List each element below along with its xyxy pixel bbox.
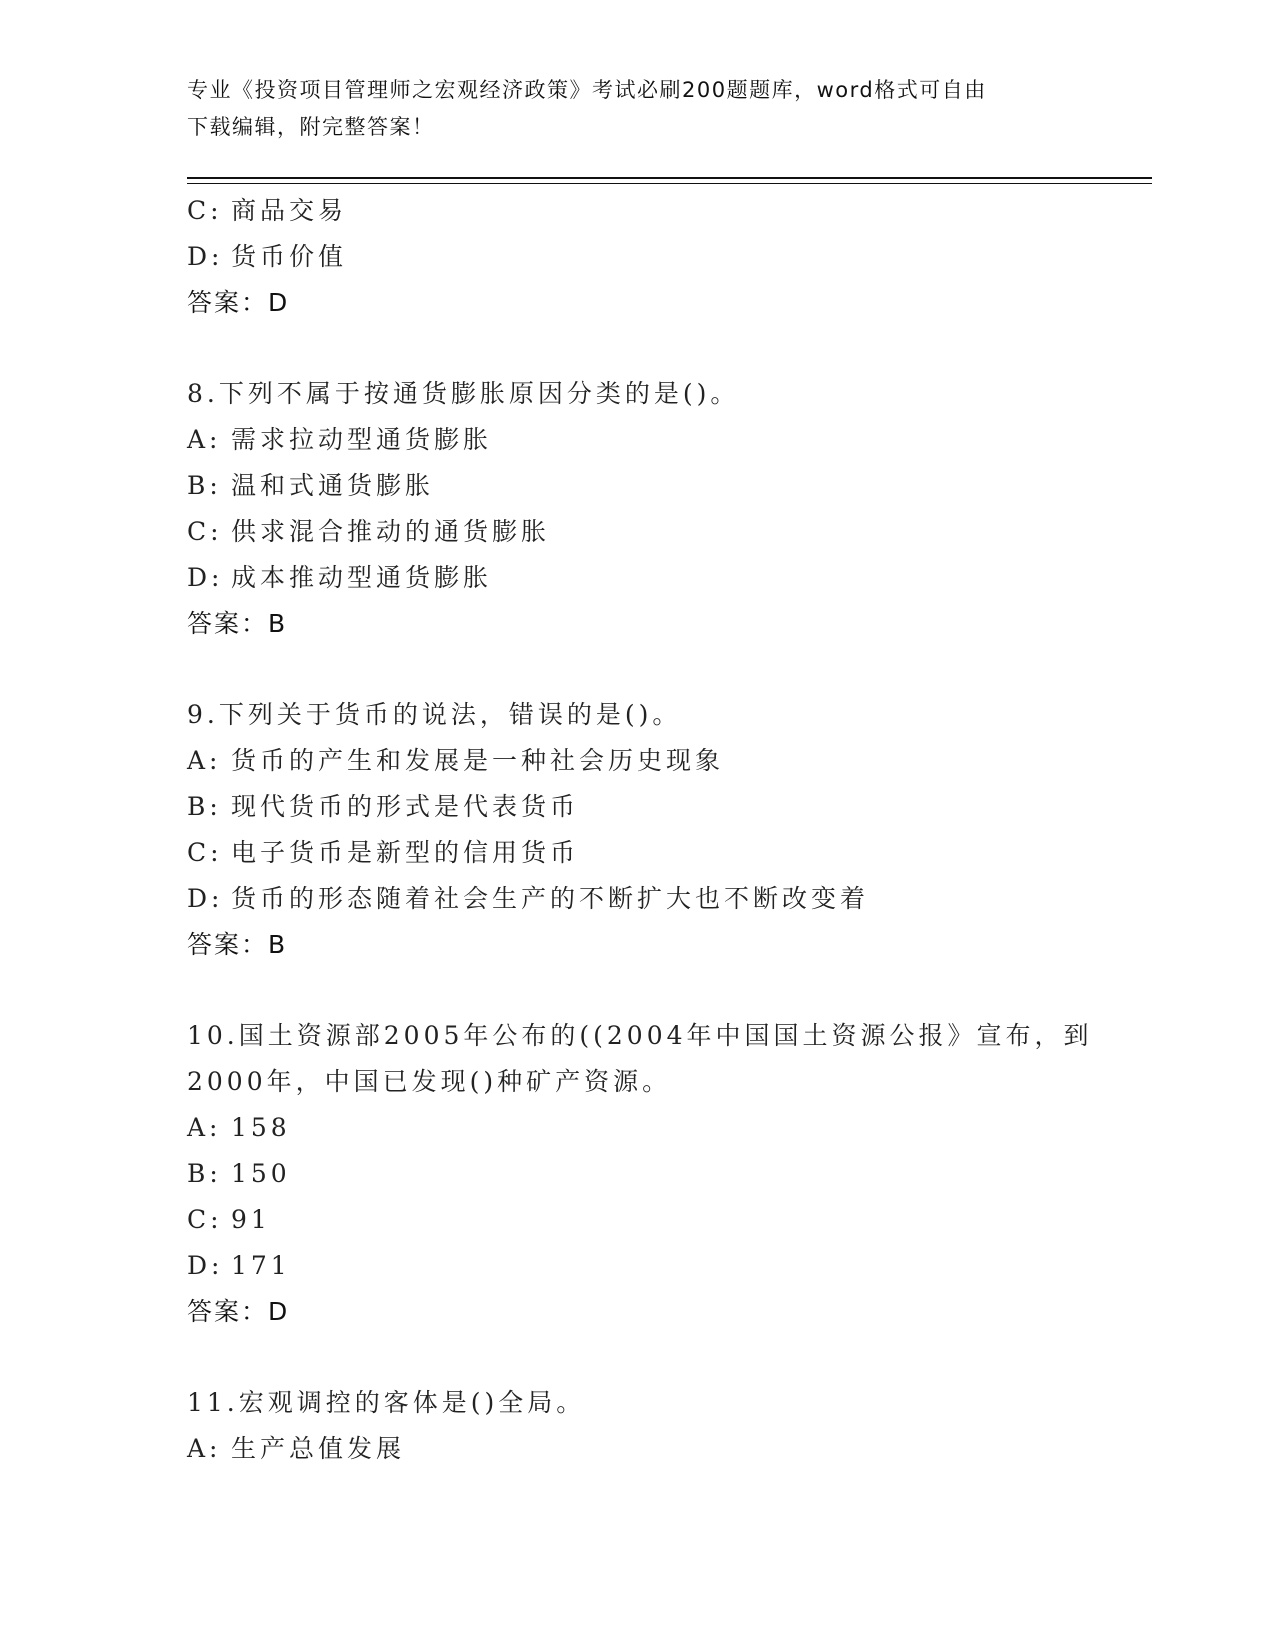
question-stem-line-1: 10.国土资源部2005年公布的((2004年中国国土资源公报》宣布，到	[187, 1021, 1093, 1050]
spacer	[187, 647, 1107, 692]
option-c	[187, 1197, 1107, 1243]
question-list	[187, 188, 1107, 1472]
option-key: C:	[187, 196, 223, 225]
option-b	[187, 1151, 1107, 1197]
option-key: A:	[187, 1434, 222, 1463]
option-text: 91	[231, 1205, 271, 1234]
question-stem: 11.宏观调控的客体是()全局。	[187, 1388, 586, 1417]
option-d	[187, 876, 1107, 922]
option-text: 商品交易	[231, 196, 348, 225]
option-key: B:	[187, 1159, 222, 1188]
option-d	[187, 234, 1107, 280]
question-stem: 8.下列不属于按通货膨胀原因分类的是()。	[187, 379, 740, 408]
question-11	[187, 1380, 1107, 1472]
option-a	[187, 1105, 1107, 1151]
spacer	[187, 968, 1107, 1013]
option-text: 需求拉动型通货膨胀	[231, 425, 493, 454]
option-b	[187, 463, 1107, 509]
option-key: D:	[187, 1251, 224, 1280]
answer-line: 答案：D	[187, 1297, 290, 1326]
document-header	[187, 72, 1087, 146]
spacer	[187, 1335, 1107, 1380]
question-stem-line-2: 2000年，中国已发现()种矿产资源。	[187, 1067, 672, 1096]
option-text: 供求混合推动的通货膨胀	[231, 517, 551, 546]
option-d	[187, 1243, 1107, 1289]
header-rule-thin	[187, 183, 1152, 184]
option-d	[187, 555, 1107, 601]
option-key: D:	[187, 884, 224, 913]
option-text: 生产总值发展	[231, 1434, 406, 1463]
option-text: 171	[231, 1251, 291, 1280]
option-key: D:	[187, 563, 224, 592]
option-c	[187, 830, 1107, 876]
option-c	[187, 188, 1107, 234]
answer-line: 答案：D	[187, 288, 290, 317]
question-10	[187, 1013, 1107, 1335]
option-text: 现代货币的形式是代表货币	[231, 792, 580, 821]
option-key: A:	[187, 746, 222, 775]
option-a	[187, 738, 1107, 784]
option-key: C:	[187, 838, 223, 867]
answer-line: 答案：B	[187, 609, 288, 638]
option-text: 158	[231, 1113, 291, 1142]
option-a	[187, 417, 1107, 463]
option-text: 货币的形态随着社会生产的不断扩大也不断改变着	[231, 884, 870, 913]
option-c	[187, 509, 1107, 555]
option-b	[187, 784, 1107, 830]
header-rule-thick	[187, 177, 1152, 179]
spacer	[187, 326, 1107, 371]
option-text: 成本推动型通货膨胀	[231, 563, 493, 592]
answer-line: 答案：B	[187, 930, 288, 959]
question-stem: 9.下列关于货币的说法，错误的是()。	[187, 700, 682, 729]
header-line-2: 下载编辑，附完整答案！	[187, 115, 435, 139]
question-7-tail	[187, 188, 1107, 326]
option-key: C:	[187, 1205, 223, 1234]
option-key: B:	[187, 792, 222, 821]
option-text: 150	[231, 1159, 291, 1188]
option-key: D:	[187, 242, 224, 271]
option-text: 温和式通货膨胀	[231, 471, 435, 500]
option-key: C:	[187, 517, 223, 546]
question-9	[187, 692, 1107, 968]
question-8	[187, 371, 1107, 647]
option-key: A:	[187, 425, 222, 454]
option-key: B:	[187, 471, 222, 500]
option-text: 货币的产生和发展是一种社会历史现象	[231, 746, 725, 775]
option-text: 电子货币是新型的信用货币	[231, 838, 580, 867]
header-line-1: 专业《投资项目管理师之宏观经济政策》考试必刷200题题库，word格式可自由	[187, 78, 987, 102]
option-text: 货币价值	[231, 242, 348, 271]
option-a	[187, 1426, 1107, 1472]
option-key: A:	[187, 1113, 222, 1142]
